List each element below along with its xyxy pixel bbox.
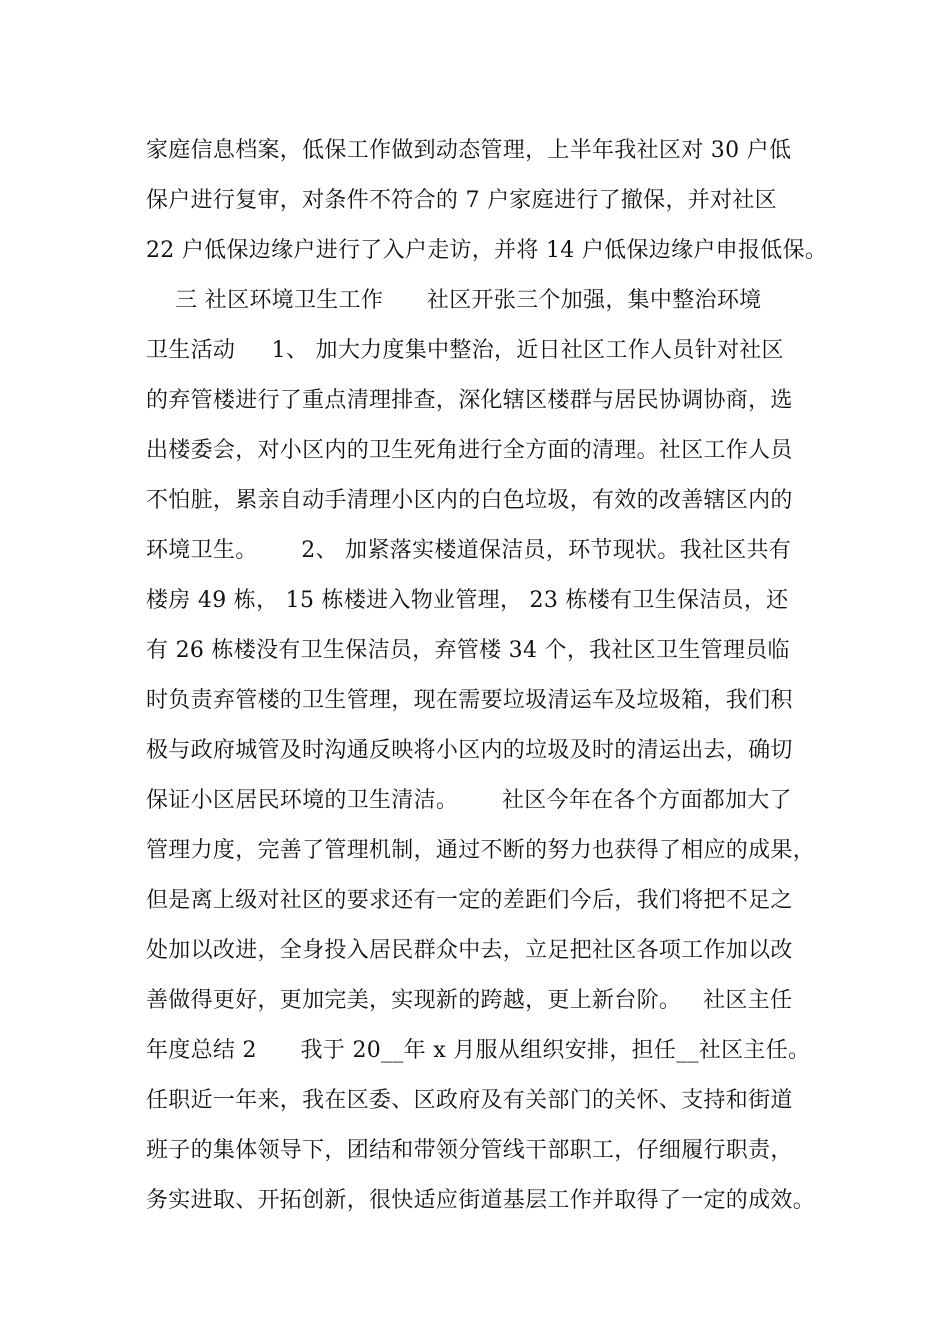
text-line: 年度总结 2 我于 20__年 x 月服从组织安排，担任__社区主任。 <box>146 1038 811 1063</box>
text-line: 22 户低保边缘户进行了入户走访，并将 14 户低保边缘户申报低保。 <box>146 238 828 263</box>
text-line: 三 社区环境卫生工作 社区开张三个加强，集中整治环境 <box>146 288 762 313</box>
text-line: 环境卫生。 2、 加紧落实楼道保洁员，环节现状。我社区共有 <box>146 538 792 563</box>
text-line: 家庭信息档案，低保工作做到动态管理，上半年我社区对 30 户低 <box>146 138 792 163</box>
text-line: 但是离上级对社区的要求还有一定的差距们今后，我们将把不足之 <box>146 888 793 913</box>
text-line: 时负责弃管楼的卫生管理，现在需要垃圾清运车及垃圾箱，我们积 <box>146 688 793 713</box>
text-line: 出楼委会，对小区内的卫生死角进行全方面的清理。社区工作人员 <box>146 438 793 463</box>
text-line: 管理力度，完善了管理机制，通过不断的努力也获得了相应的成果， <box>146 838 816 863</box>
text-line: 卫生活动 1、 加大力度集中整治，近日社区工作人员针对社区 <box>146 338 784 363</box>
text-line: 不怕脏，累亲自动手清理小区内的白色垃圾，有效的改善辖区内的 <box>146 488 793 513</box>
text-line: 楼房 49 栋， 15 栋楼进入物业管理， 23 栋楼有卫生保洁员，还 <box>146 588 789 613</box>
text-line: 极与政府城管及时沟通反映将小区内的垃圾及时的清运出去，确切 <box>146 738 793 763</box>
text-line: 保证小区居民环境的卫生清洁。 社区今年在各个方面都加大了 <box>146 788 792 813</box>
text-line: 任职近一年来，我在区委、区政府及有关部门的关怀、支持和街道 <box>146 1088 793 1113</box>
text-line: 处加以改进，全身投入居民群众中去，立足把社区各项工作加以改 <box>146 938 793 963</box>
text-line: 有 26 栋楼没有卫生保洁员，弃管楼 34 个，我社区卫生管理员临 <box>146 638 790 663</box>
text-line: 班子的集体领导下，团结和带领分管线干部职工，仔细履行职责， <box>146 1138 793 1163</box>
text-line: 务实进取、开拓创新，很快适应街道基层工作并取得了一定的成效。 <box>146 1188 816 1213</box>
text-line: 的弃管楼进行了重点清理排查，深化辖区楼群与居民协调协商，选 <box>146 388 793 413</box>
text-line: 善做得更好，更加完美，实现新的跨越，更上新台阶。 社区主任 <box>146 988 793 1013</box>
text-line: 保户进行复审，对条件不符合的 7 户家庭进行了撤保，并对社区 <box>146 188 777 213</box>
